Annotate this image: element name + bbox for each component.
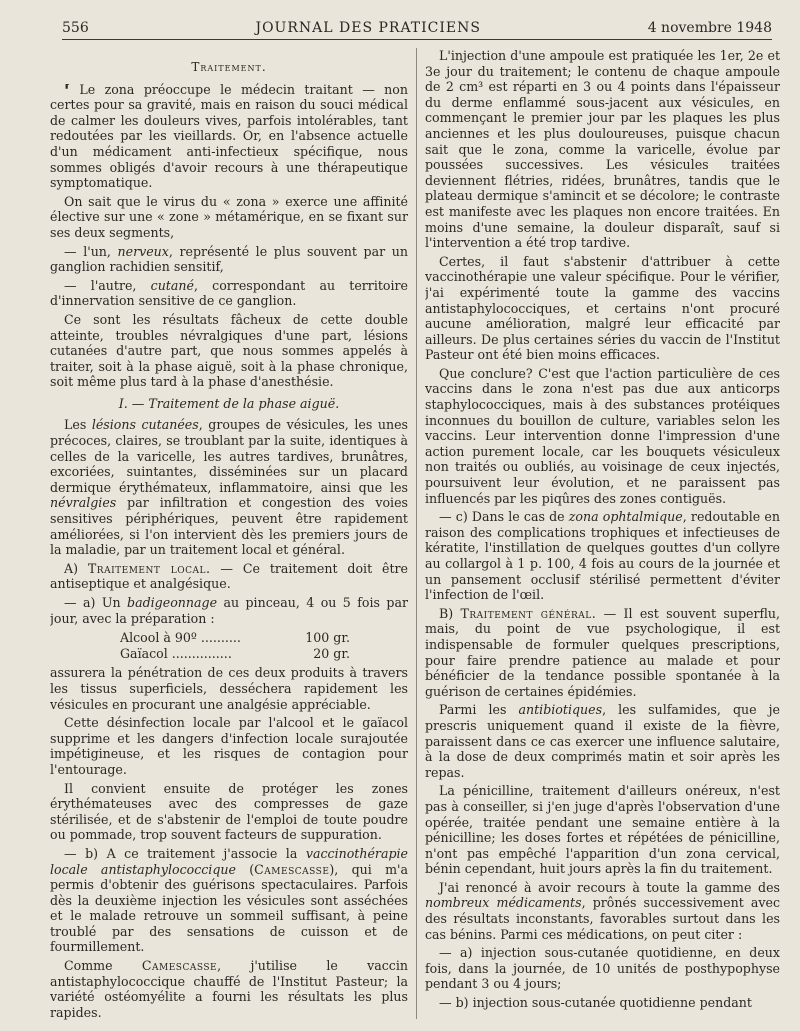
paragraph: A) Traitement local. — Ce traitement doit être antiseptique et analgésique. [50, 560, 408, 592]
subsection-title: I. — Traitement de la phase aiguë. [118, 395, 340, 411]
paragraph: — l'autre, cutané, correspondant au territoire d'innervation sensitive de ce ganglion. [50, 277, 408, 309]
paragraph: — b) A ce traitement j'associe la vaccinothérapie locale antistaphylococcique (Camescasse), qui m'a permis d'obtenir des guérisons spectaculaires. Parfois dès la deuxième injection les vésicules sont asséchées et le malade retrouve un sommeil suffisant, à peine troublé par des sensations de cuisson et de fourmillement. [50, 845, 408, 955]
paragraph: Parmi les antibiotiques, les sulfamides, que je prescris uniquement quand il existe de la fièvre, paraissent dans ce cas exercer une influence salutaire, à la dose de deux comprimés matin et soir après les repas. [425, 702, 780, 780]
paragraph: ⸢ Le zona préoccupe le médecin traitant — non certes pour sa gravité, mais en raison du souci médical de calmer les douleurs vives, parfois intolérables, tant redoutées par les vieillards. Or, en l'absence actuelle d'un médicament anti-infectieux spécifique, nous sommes obligés d'avoir recours à une thérapeutique symptomatique. [50, 81, 408, 191]
paragraph: B) Traitement général. — Il est souvent superflu, mais, du point de vue psychologique, il est indispensable de formuler quelques prescriptions, pour faire prendre patience au malade et pour bénéficier de la tendance possible spontanée à la guérison de certaines épidémies. [425, 605, 780, 699]
section-title: Traitement. [191, 60, 267, 74]
paragraph: — a) injection sous-cutanée quotidienne, en deux fois, dans la journée, de 10 unités de posthypophyse pendant 3 ou 4 jours; [425, 945, 780, 992]
paragraph: L'injection d'une ampoule est pratiquée les 1er, 2e et 3e jour du traitement; le contenu de chaque ampoule de 2 cm³ est réparti en 3 ou 4 points dans l'épaisseur du derme enflammé sous-jacent aux vésicules, en commençant le premier jour par les plaques les plus anciennes et les plus douloureuses, puisque chacun sait que le zona, comme la varicelle, évolue par poussées successives. Les vésicules traitées deviennent flétries, ridées, brunâtres, tandis que le plateau dermique s'amincit et se décolore; le contraste est manifeste avec les plaques non encore traitées. En moins d'une semaine, la douleur disparaît, sauf si l'intervention a été trop tardive. [425, 48, 780, 251]
paragraph: — b) injection sous-cutanée quotidienne pendant [439, 995, 752, 1011]
paragraph: On sait que le virus du « zona » exerce une affinité élective sur une « zone » métamérique, en se fixant sur ses deux segments, [50, 193, 408, 240]
paragraph: — l'un, nerveux, représenté le plus souvent par un ganglion rachidien sensitif, [50, 243, 408, 275]
left-column [50, 48, 408, 1023]
paragraph: J'ai renoncé à avoir recours à toute la gamme des nombreux médicaments, prônés successivement avec des résultats inconstants, favorables surtout dans les cas bénins. Parmi ces médications, on peut citer : [425, 879, 780, 942]
paragraph: Comme Camescasse, j'utilise le vaccin antistaphylococcique chauffé de l'Institut Pasteur; la variété ostéomyélite a fourni les résultats les plus rapides. [50, 958, 408, 1020]
paragraph: — a) Un badigeonnage au pinceau, 4 ou 5 fois par jour, avec la préparation : [50, 595, 408, 626]
journal-title: JOURNAL DES PRATICIENS [255, 20, 481, 36]
column-divider [416, 48, 417, 1019]
page-number: 556 [62, 20, 89, 36]
paragraph: Les lésions cutanées, groupes de vésicules, les unes précoces, claires, se troublant par la suite, identiques à celles de la varicelle, les autres tardives, brunâtres, excoriées, suintantes, disséminées sur un placard dermique érythémateux, inflammatoire, ainsi que les névralgies par infiltration et congestion des voies sensitives périphériques, peuvent être rapidement améliorées, si l'on intervient dès les premiers jours de la maladie, par un traitement local et général. [50, 417, 408, 558]
paragraph: assurera la pénétration de ces deux produits à travers les tissus superficiels, desséchera rapidement les vésicules en procurant une analgésie appréciable. [50, 665, 408, 712]
paragraph: — c) Dans le cas de zona ophtalmique, redoutable en raison des complications trophiques et infectieuses de kératite, l'instillation de quelques gouttes d'un collyre au collargol à 1 p. 100, 4 fois au cours de la journée et un pansement occlusif stérilisé permettent d'éviter l'infection de l'œil. [425, 509, 780, 603]
paragraph: La pénicilline, traitement d'ailleurs onéreux, n'est pas à conseiller, si j'en juge d'après l'observation d'une opérée, traitée pendant une semaine entière à la pénicilline; les doses fortes et répétées de pénicilline, n'ont pas empêché l'apparition d'un zona cervical, bénin cependant, huit jours après la fin du traitement. [425, 783, 780, 877]
recipe-list [120, 630, 350, 661]
paragraph: Cette désinfection locale par l'alcool et le gaïacol supprime et les dangers d'infection locale surajoutée impétigineuse, et les risques de contagion pour l'entourage. [50, 715, 408, 777]
running-header [62, 10, 772, 40]
paragraph: Certes, il faut s'abstenir d'attribuer à cette vaccinothérapie une valeur spécifique. Pour le vérifier, j'ai expérimenté toute la gamme des vaccins antistaphylococciques, et certains n'ont procuré aucune amélioration, malgré leur efficacité par ailleurs. De plus certaines séries du vaccin de l'Institut Pasteur ont été bien moins efficaces. [425, 253, 780, 363]
recipe-row: Alcool à 90º .......... 100 gr. [120, 630, 350, 646]
paragraph: Ce sont les résultats fâcheux de cette double atteinte, troubles névralgiques d'une part, lésions cutanées d'autre part, que nous sommes appelés à traiter, soit à la phase aiguë, soit à la phase chronique, soit même plus tard à la phase d'anesthésie. [50, 311, 408, 390]
paragraph: Il convient ensuite de protéger les zones érythémateuses avec des compresses de gaze stérilisée, et de s'abstenir de l'emploi de toute poudre ou pommade, trop souvent facteurs de suppuration. [50, 780, 408, 843]
issue-date: 4 novembre 1948 [647, 20, 772, 36]
bracket-mark-icon: ⸢ [64, 81, 70, 97]
right-column [425, 48, 780, 1023]
recipe-row: Gaïacol ............... 20 gr. [120, 645, 350, 661]
paragraph: Que conclure? C'est que l'action particulière de ces vaccins dans le zona n'est pas due aux anticorps staphylococciques, mais à des substances protéiques inconnues du bouillon de culture, variables selon les vaccins. Leur intervention donne l'impression d'une action purement locale, car les bouquets vésiculeux non traités ou oubliés, au voisinage de ceux injectés, poursuivent leur évolution, et ne paraissent pas influencés par les piqûres des zones contiguës. [425, 365, 780, 506]
